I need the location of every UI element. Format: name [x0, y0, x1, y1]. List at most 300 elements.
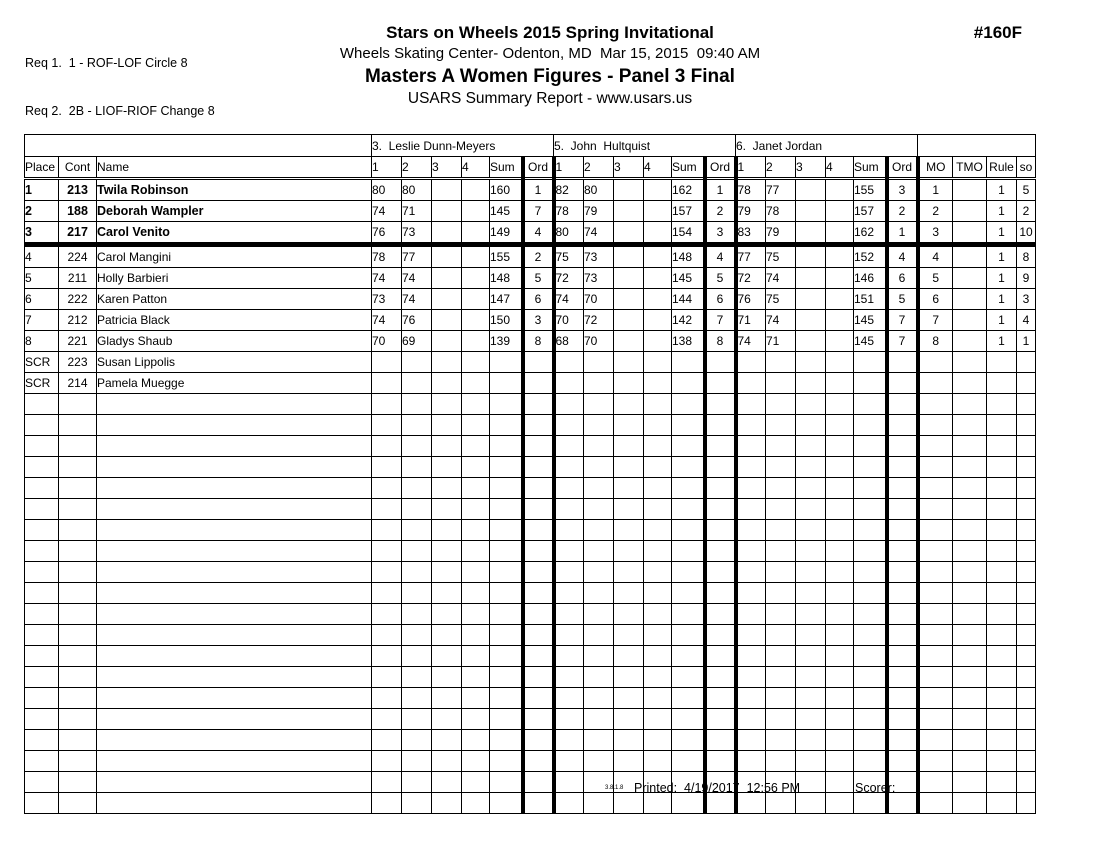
judge3-ordinal-cell	[887, 352, 918, 373]
contestant-number-cell: 223	[59, 352, 97, 373]
skater-name-cell: Susan Lippolis	[97, 352, 372, 373]
skater-name-cell	[97, 625, 372, 646]
majority-ordinal-cell: 4	[918, 245, 953, 268]
judge3-score-1-cell	[736, 394, 766, 415]
judge2-score-4-cell	[644, 179, 672, 201]
judge1-score-3-cell	[432, 331, 462, 352]
judge3-score-2-cell	[766, 709, 796, 730]
judge1-sum-cell	[490, 478, 523, 499]
judge2-score-4-cell	[644, 625, 672, 646]
judge2-ordinal-cell	[705, 352, 736, 373]
judge1-sum-cell: 149	[490, 222, 523, 245]
judge3-score-3-cell	[796, 604, 826, 625]
judge3-sum-cell	[854, 751, 887, 772]
rule-cell	[987, 520, 1017, 541]
column-header-judge3-sum: Sum	[854, 157, 887, 179]
judge3-score-2-cell: 74	[766, 268, 796, 289]
judge2-sum-cell	[672, 793, 705, 814]
total-majority-ordinal-cell	[953, 520, 987, 541]
judge3-sum-cell	[854, 730, 887, 751]
sum-ordinals-cell	[1017, 667, 1036, 688]
rule-cell: 1	[987, 245, 1017, 268]
judge3-score-3-cell	[796, 520, 826, 541]
skater-name-cell	[97, 688, 372, 709]
total-majority-ordinal-cell	[953, 688, 987, 709]
judge2-ordinal-cell	[705, 562, 736, 583]
judge3-score-1-cell: 77	[736, 245, 766, 268]
judge3-sum-cell	[854, 688, 887, 709]
majority-ordinal-cell	[918, 373, 953, 394]
empty-row	[25, 709, 1036, 730]
judge3-score-2-cell: 78	[766, 201, 796, 222]
judge1-score-1-cell: 70	[372, 331, 402, 352]
judge1-score-1-cell	[372, 583, 402, 604]
judge3-score-1-cell: 78	[736, 179, 766, 201]
sum-ordinals-cell	[1017, 793, 1036, 814]
judge3-ordinal-cell	[887, 646, 918, 667]
judge1-ordinal-cell	[523, 730, 554, 751]
total-majority-ordinal-cell	[953, 562, 987, 583]
judge3-score-3-cell	[796, 583, 826, 604]
judge2-score-2-cell: 80	[584, 179, 614, 201]
judge1-ordinal-cell	[523, 541, 554, 562]
skater-name-cell: Holly Barbieri	[97, 268, 372, 289]
total-majority-ordinal-cell	[953, 222, 987, 245]
judge3-score-1-cell	[736, 352, 766, 373]
judge3-ordinal-cell: 7	[887, 310, 918, 331]
judge2-score-3-cell	[614, 793, 644, 814]
judge1-score-4-cell	[462, 331, 490, 352]
judge3-sum-cell	[854, 541, 887, 562]
contestant-number-cell	[59, 478, 97, 499]
judge2-score-3-cell	[614, 179, 644, 201]
rule-cell	[987, 793, 1017, 814]
column-header-judge1-sum: Sum	[490, 157, 523, 179]
skater-name-cell: Gladys Shaub	[97, 331, 372, 352]
judge3-ordinal-cell	[887, 793, 918, 814]
judge2-ordinal-cell	[705, 709, 736, 730]
judge1-ordinal-cell	[523, 373, 554, 394]
judge3-ordinal-cell	[887, 499, 918, 520]
place-cell: 3	[25, 222, 59, 245]
judge1-sum-cell	[490, 709, 523, 730]
judge1-score-4-cell	[462, 394, 490, 415]
judge2-sum-cell	[672, 751, 705, 772]
sum-ordinals-cell	[1017, 436, 1036, 457]
judge1-sum-cell: 147	[490, 289, 523, 310]
judge3-score-2-cell	[766, 730, 796, 751]
total-majority-ordinal-cell	[953, 394, 987, 415]
empty-row	[25, 604, 1036, 625]
judge2-ordinal-cell	[705, 730, 736, 751]
skater-name-cell	[97, 478, 372, 499]
judge1-score-2-cell	[402, 730, 432, 751]
judge1-ordinal-cell: 1	[523, 179, 554, 201]
judge1-score-1-cell	[372, 667, 402, 688]
judge3-score-1-cell	[736, 436, 766, 457]
judge1-sum-cell	[490, 541, 523, 562]
place-cell	[25, 478, 59, 499]
judge2-score-3-cell	[614, 541, 644, 562]
judge2-score-1-cell	[554, 478, 584, 499]
judge1-score-1-cell	[372, 562, 402, 583]
judge2-score-3-cell	[614, 415, 644, 436]
judge2-score-4-cell	[644, 457, 672, 478]
majority-ordinal-cell: 2	[918, 201, 953, 222]
judge1-score-4-cell	[462, 646, 490, 667]
judge1-score-4-cell	[462, 415, 490, 436]
rule-cell: 1	[987, 222, 1017, 245]
rule-cell	[987, 478, 1017, 499]
judge1-score-2-cell: 80	[402, 179, 432, 201]
judge1-score-4-cell	[462, 709, 490, 730]
result-row	[25, 245, 1036, 268]
judge2-ordinal-cell	[705, 520, 736, 541]
judge1-score-3-cell	[432, 709, 462, 730]
judge1-score-2-cell	[402, 688, 432, 709]
judge2-sum-cell: 157	[672, 201, 705, 222]
judge3-score-2-cell	[766, 457, 796, 478]
judge1-score-3-cell	[432, 310, 462, 331]
judge3-score-1-cell	[736, 751, 766, 772]
judge1-ordinal-cell	[523, 478, 554, 499]
judge3-ordinal-cell	[887, 415, 918, 436]
judge2-score-3-cell	[614, 688, 644, 709]
rule-cell: 1	[987, 310, 1017, 331]
judge2-sum-cell	[672, 499, 705, 520]
judge1-score-2-cell	[402, 667, 432, 688]
skater-name-cell	[97, 772, 372, 793]
requirement-line-1: Req 1. 1 - ROF-LOF Circle 8	[25, 56, 188, 70]
judge2-score-2-cell	[584, 478, 614, 499]
judge3-score-4-cell	[826, 201, 854, 222]
judge3-score-3-cell	[796, 667, 826, 688]
judge1-ordinal-cell	[523, 436, 554, 457]
judge2-score-2-cell: 73	[584, 245, 614, 268]
judge3-score-1-cell	[736, 709, 766, 730]
majority-ordinal-cell	[918, 415, 953, 436]
judge2-ordinal-cell	[705, 688, 736, 709]
judge2-score-3-cell	[614, 583, 644, 604]
rule-cell	[987, 541, 1017, 562]
judge3-sum-cell: 157	[854, 201, 887, 222]
judge1-score-4-cell	[462, 268, 490, 289]
judge3-score-4-cell	[826, 331, 854, 352]
judge1-ordinal-cell	[523, 457, 554, 478]
judge3-score-2-cell	[766, 415, 796, 436]
contestant-number-cell	[59, 772, 97, 793]
judge3-score-4-cell	[826, 688, 854, 709]
judge2-ordinal-cell: 4	[705, 245, 736, 268]
skater-name-cell	[97, 562, 372, 583]
judge2-score-3-cell	[614, 499, 644, 520]
judge2-ordinal-cell	[705, 646, 736, 667]
judge2-score-1-cell	[554, 583, 584, 604]
judge1-score-3-cell	[432, 245, 462, 268]
judge1-ordinal-cell	[523, 646, 554, 667]
judge2-score-1-cell: 82	[554, 179, 584, 201]
contestant-number-cell	[59, 751, 97, 772]
judge1-score-3-cell	[432, 667, 462, 688]
contestant-number-cell	[59, 688, 97, 709]
judge3-ordinal-cell	[887, 478, 918, 499]
judge1-score-2-cell	[402, 625, 432, 646]
judge1-score-1-cell	[372, 499, 402, 520]
total-majority-ordinal-cell	[953, 583, 987, 604]
judge1-score-2-cell	[402, 583, 432, 604]
place-cell: 6	[25, 289, 59, 310]
judge3-score-4-cell	[826, 245, 854, 268]
judge1-score-3-cell	[432, 415, 462, 436]
judge1-ordinal-cell	[523, 394, 554, 415]
judge3-score-3-cell	[796, 730, 826, 751]
judge1-score-4-cell	[462, 373, 490, 394]
empty-row	[25, 793, 1036, 814]
judge2-score-4-cell	[644, 245, 672, 268]
judge2-sum-cell	[672, 730, 705, 751]
judge3-score-3-cell	[796, 352, 826, 373]
place-cell	[25, 730, 59, 751]
sum-ordinals-cell	[1017, 772, 1036, 793]
judge3-score-1-cell: 83	[736, 222, 766, 245]
judge2-ordinal-cell	[705, 625, 736, 646]
judge3-score-3-cell	[796, 310, 826, 331]
judge1-ordinal-cell	[523, 751, 554, 772]
contestant-number-cell	[59, 604, 97, 625]
column-header-judge3-3: 3	[796, 157, 826, 179]
majority-ordinal-cell	[918, 499, 953, 520]
total-majority-ordinal-cell	[953, 478, 987, 499]
judge2-score-2-cell	[584, 352, 614, 373]
judge3-score-3-cell	[796, 793, 826, 814]
judge2-score-1-cell	[554, 394, 584, 415]
judge3-ordinal-cell	[887, 583, 918, 604]
judge3-score-4-cell	[826, 709, 854, 730]
judge1-ordinal-cell	[523, 709, 554, 730]
judge1-ordinal-cell	[523, 772, 554, 793]
judge3-score-1-cell: 79	[736, 201, 766, 222]
judge3-sum-cell	[854, 793, 887, 814]
judge1-score-3-cell	[432, 201, 462, 222]
judge3-score-2-cell: 77	[766, 179, 796, 201]
rule-cell	[987, 583, 1017, 604]
judge3-ordinal-cell: 5	[887, 289, 918, 310]
event-title: Masters A Women Figures - Panel 3 Final	[365, 65, 735, 87]
judge3-score-3-cell	[796, 245, 826, 268]
judge3-score-3-cell	[796, 289, 826, 310]
sum-ordinals-cell	[1017, 457, 1036, 478]
judge1-score-3-cell	[432, 436, 462, 457]
result-row	[25, 179, 1036, 201]
judge2-ordinal-cell: 5	[705, 268, 736, 289]
judge2-sum-cell	[672, 394, 705, 415]
judge3-score-3-cell	[796, 222, 826, 245]
skater-name-cell: Carol Mangini	[97, 245, 372, 268]
majority-ordinal-cell	[918, 604, 953, 625]
judge2-score-1-cell: 78	[554, 201, 584, 222]
judge1-score-3-cell	[432, 604, 462, 625]
judge2-score-3-cell	[614, 201, 644, 222]
sum-ordinals-cell: 5	[1017, 179, 1036, 201]
judge3-ordinal-cell	[887, 562, 918, 583]
judge3-score-4-cell	[826, 289, 854, 310]
judge1-score-2-cell: 69	[402, 331, 432, 352]
judge2-ordinal-cell	[705, 667, 736, 688]
contestant-number-cell	[59, 520, 97, 541]
total-majority-ordinal-cell	[953, 268, 987, 289]
judge3-sum-cell	[854, 646, 887, 667]
judge2-score-4-cell	[644, 688, 672, 709]
judge1-ordinal-cell	[523, 415, 554, 436]
judge1-ordinal-cell	[523, 352, 554, 373]
judge2-sum-cell	[672, 625, 705, 646]
total-majority-ordinal-cell	[953, 436, 987, 457]
judge2-score-1-cell	[554, 541, 584, 562]
column-header-judge1-1: 1	[372, 157, 402, 179]
judge2-sum-cell	[672, 415, 705, 436]
judge3-score-1-cell	[736, 625, 766, 646]
judge1-ordinal-cell	[523, 499, 554, 520]
judge2-score-2-cell	[584, 625, 614, 646]
column-header-judge2-3: 3	[614, 157, 644, 179]
judge2-score-4-cell	[644, 478, 672, 499]
judge3-score-4-cell	[826, 793, 854, 814]
judge1-sum-cell	[490, 730, 523, 751]
empty-row	[25, 436, 1036, 457]
judge2-score-1-cell	[554, 352, 584, 373]
judge2-ordinal-cell	[705, 793, 736, 814]
judge2-score-4-cell	[644, 499, 672, 520]
judge2-sum-cell	[672, 373, 705, 394]
judge2-score-2-cell	[584, 436, 614, 457]
rule-cell	[987, 373, 1017, 394]
skater-name-cell: Patricia Black	[97, 310, 372, 331]
judge1-score-1-cell: 76	[372, 222, 402, 245]
judge1-score-1-cell	[372, 436, 402, 457]
judge1-score-4-cell	[462, 352, 490, 373]
sum-ordinals-cell: 8	[1017, 245, 1036, 268]
majority-ordinal-cell	[918, 772, 953, 793]
judge1-score-2-cell	[402, 352, 432, 373]
judge2-score-1-cell	[554, 625, 584, 646]
total-majority-ordinal-cell	[953, 772, 987, 793]
place-cell	[25, 562, 59, 583]
contestant-number-cell	[59, 541, 97, 562]
judge3-score-2-cell: 71	[766, 331, 796, 352]
place-cell: 1	[25, 179, 59, 201]
judge-header-row	[25, 135, 1036, 157]
empty-row	[25, 646, 1036, 667]
judge1-score-1-cell: 74	[372, 201, 402, 222]
skater-name-cell	[97, 646, 372, 667]
judge2-score-2-cell: 70	[584, 331, 614, 352]
judge1-score-4-cell	[462, 793, 490, 814]
judge1-score-1-cell	[372, 478, 402, 499]
rule-cell: 1	[987, 331, 1017, 352]
judge2-score-4-cell	[644, 222, 672, 245]
judge2-score-1-cell	[554, 667, 584, 688]
place-cell	[25, 604, 59, 625]
judge3-ordinal-cell	[887, 625, 918, 646]
column-header-mo: MO	[918, 157, 953, 179]
column-header-judge3-1: 1	[736, 157, 766, 179]
judge1-score-3-cell	[432, 646, 462, 667]
majority-ordinal-cell	[918, 478, 953, 499]
empty-row	[25, 415, 1036, 436]
judge1-score-2-cell: 73	[402, 222, 432, 245]
judge3-score-2-cell: 74	[766, 310, 796, 331]
rule-cell	[987, 730, 1017, 751]
total-majority-ordinal-cell	[953, 604, 987, 625]
empty-row	[25, 457, 1036, 478]
contestant-number-cell	[59, 436, 97, 457]
judge1-score-4-cell	[462, 499, 490, 520]
judge2-score-3-cell	[614, 562, 644, 583]
place-cell	[25, 646, 59, 667]
judge2-ordinal-cell	[705, 415, 736, 436]
majority-ordinal-cell: 8	[918, 331, 953, 352]
judge1-score-1-cell	[372, 415, 402, 436]
rule-cell: 1	[987, 268, 1017, 289]
judge2-score-1-cell	[554, 688, 584, 709]
majority-ordinal-cell: 1	[918, 179, 953, 201]
column-header-tmo: TMO	[953, 157, 987, 179]
majority-ordinal-cell	[918, 352, 953, 373]
judge2-score-4-cell	[644, 268, 672, 289]
judge1-sum-cell	[490, 436, 523, 457]
judge3-sum-cell	[854, 709, 887, 730]
judge2-score-4-cell	[644, 604, 672, 625]
judge2-score-4-cell	[644, 436, 672, 457]
judge2-score-1-cell	[554, 520, 584, 541]
judge1-ordinal-cell	[523, 520, 554, 541]
total-majority-ordinal-cell	[953, 709, 987, 730]
judge3-sum-cell	[854, 478, 887, 499]
judge1-sum-cell	[490, 562, 523, 583]
judge3-score-2-cell	[766, 751, 796, 772]
total-majority-ordinal-cell	[953, 373, 987, 394]
judge1-ordinal-cell: 8	[523, 331, 554, 352]
judge1-score-4-cell	[462, 310, 490, 331]
judge2-score-1-cell	[554, 562, 584, 583]
contestant-number-cell: 212	[59, 310, 97, 331]
judge1-score-2-cell: 71	[402, 201, 432, 222]
judge1-sum-cell	[490, 352, 523, 373]
judge3-score-2-cell	[766, 478, 796, 499]
judge1-sum-cell	[490, 751, 523, 772]
sum-ordinals-cell	[1017, 499, 1036, 520]
judge2-score-4-cell	[644, 373, 672, 394]
judge3-sum-cell	[854, 499, 887, 520]
judge2-ordinal-cell	[705, 394, 736, 415]
scorer-label: Scorer:	[855, 781, 896, 795]
judge1-score-3-cell	[432, 478, 462, 499]
judge2-score-2-cell	[584, 541, 614, 562]
judge3-score-3-cell	[796, 179, 826, 201]
skater-name-cell	[97, 436, 372, 457]
majority-ordinal-cell	[918, 457, 953, 478]
judge1-ordinal-cell	[523, 688, 554, 709]
judge3-score-3-cell	[796, 331, 826, 352]
judge2-score-4-cell	[644, 289, 672, 310]
judge2-score-1-cell: 80	[554, 222, 584, 245]
place-cell	[25, 436, 59, 457]
skater-name-cell: Karen Patton	[97, 289, 372, 310]
judge3-score-2-cell	[766, 583, 796, 604]
judge3-ordinal-cell	[887, 688, 918, 709]
contestant-number-cell	[59, 394, 97, 415]
total-majority-ordinal-cell	[953, 625, 987, 646]
